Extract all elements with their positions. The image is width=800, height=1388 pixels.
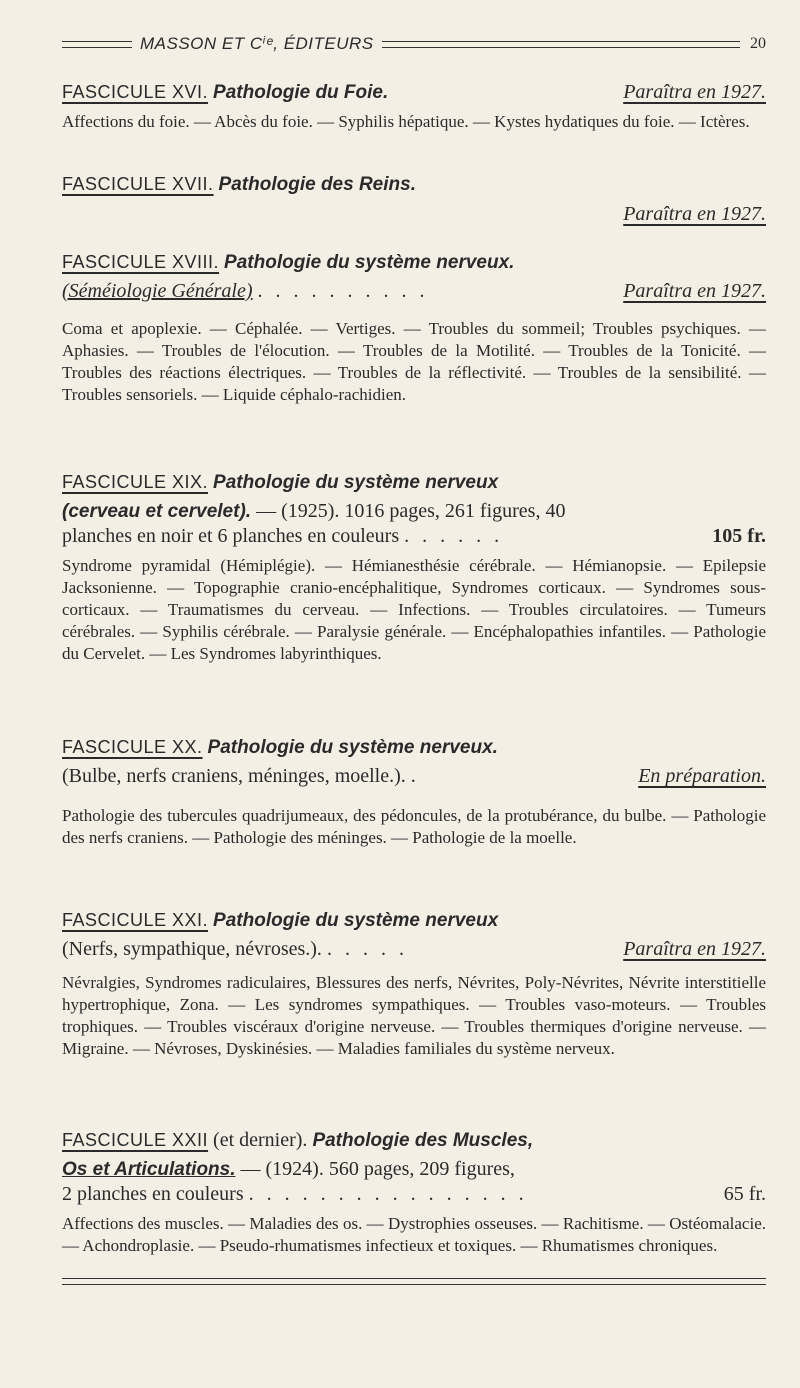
fascicule-number: FASCICULE XXII: [62, 1130, 209, 1150]
fascicule-contents: Coma et apoplexie. — Céphalée. — Vertiges. — Troubles du sommeil; Troubles psychiques. — Aphasies. — Troubles de l'élocution. — Troubles de la Motilité. — Troubles de la Tonicité. — Troubles des réactions électriques. — Troubles de la réflectivité. — Troubles de la sensibilité. — Troubles sensoriels. — Liquide céphalo-rachidien.: [62, 319, 766, 404]
fascicule-xviii: [62, 250, 766, 406]
fascicule-subtitle: (Séméiologie Générale): [62, 280, 253, 302]
fascicule-xvi: [62, 80, 766, 133]
fascicule-contents: Pathologie des tubercules quadrijumeaux, des pédoncules, de la protubérance, du bulbe. — Pathologie des nerfs craniens. — Pathologie des méninges. — Pathologie de la moelle.: [62, 806, 766, 847]
fascicule-title: Pathologie du système nerveux: [213, 472, 499, 493]
fascicule-number: FASCICULE XX.: [62, 737, 203, 757]
fascicule-contents: Syndrome pyramidal (Hémiplégie). — Hémianesthésie cérébrale. — Hémianopsie. — Epilepsie Jacksonienne. — Topographie cranio-encéphalitique, Syndromes corticaux. — Syndromes sous-corticaux. — Traumatismes du cerveau. — Infections. — Troubles circulatoires. — Tumeurs cérébrales. — Syphilis cérébrale. — Paralysie générale. — Encéphalopathies infantiles. — Pathologie du Cervelet. — Les Syndromes labyrinthiques.: [62, 556, 766, 663]
fascicule-title-line: [62, 80, 766, 105]
leader-dots: . . . . . . . . . . . . . . . .: [248, 1183, 528, 1205]
fascicule-title: Pathologie du Foie.: [213, 82, 389, 103]
fascicule-title: Pathologie du système nerveux.: [224, 252, 515, 273]
header-rule-left: [62, 41, 132, 48]
fascicule-price-line: [62, 1182, 766, 1207]
fascicule-number: FASCICULE XVI.: [62, 82, 209, 102]
fascicule-title: Pathologie du système nerveux: [213, 910, 499, 931]
fascicule-subtitle-line: [62, 764, 766, 789]
fascicule-subtitle: (Nerfs, sympathique, névroses.).: [62, 938, 322, 960]
fascicule-price: 105 fr.: [712, 525, 766, 547]
publisher: MASSON ET Cⁱᵉ, ÉDITEURS: [140, 34, 374, 53]
fascicule-status: En préparation.: [638, 765, 766, 787]
fascicule-subtitle-line: [62, 279, 766, 304]
fascicule-contents: Affections du foie. — Abcès du foie. — Syphilis hépatique. — Kystes hydatiques du foie. — Ictères.: [62, 112, 750, 131]
fascicule-xx: [62, 735, 766, 849]
header-rule-right: [382, 41, 740, 48]
leader-dots: .: [410, 765, 420, 787]
fascicule-title-line: [62, 250, 766, 275]
fascicule-number: FASCICULE XVIII.: [62, 252, 220, 272]
fascicule-title-line: [62, 908, 766, 933]
fascicule-number-suffix: (et dernier).: [213, 1129, 308, 1151]
fascicule-xix: [62, 470, 766, 665]
fascicule-xxii: [62, 1128, 766, 1257]
leader-dots: . . . . . . . . . .: [257, 280, 429, 302]
fascicule-subtitle: (Bulbe, nerfs craniens, méninges, moelle.).: [62, 765, 406, 787]
fascicule-details: — (1924). 560 pages, 209 figures,: [240, 1158, 515, 1180]
fascicule-status: Paraîtra en 1927.: [623, 81, 766, 103]
leader-dots: . . . . . .: [404, 525, 504, 547]
fascicule-title: Pathologie des Reins.: [218, 174, 416, 195]
fascicule-xvii: [62, 172, 766, 226]
fascicule-status: Paraîtra en 1927.: [623, 938, 766, 960]
fascicule-details-continued: planches en noir et 6 planches en couleurs: [62, 525, 400, 547]
fascicule-subtitle: (cerveau et cervelet).: [62, 501, 252, 522]
fascicule-title-line: [62, 1128, 766, 1153]
fascicule-details-continued: 2 planches en couleurs: [62, 1183, 244, 1205]
fascicule-details-line: [62, 499, 766, 524]
fascicule-number: FASCICULE XIX.: [62, 472, 209, 492]
fascicule-subtitle: Os et Articulations.: [62, 1159, 236, 1180]
fascicule-title-line: [62, 735, 766, 760]
fascicule-number: FASCICULE XVII.: [62, 174, 214, 194]
fascicule-status-line: [62, 203, 766, 226]
fascicule-title: Pathologie des Muscles,: [312, 1130, 534, 1151]
fascicule-status: Paraîtra en 1927.: [623, 280, 766, 302]
fascicule-number: FASCICULE XXI.: [62, 910, 209, 930]
fascicule-details-line: [62, 1157, 766, 1182]
fascicule-xxi: [62, 908, 766, 1060]
fascicule-status: Paraîtra en 1927.: [623, 203, 766, 225]
fascicule-price: 65 fr.: [723, 1183, 766, 1205]
fascicule-title-line: [62, 470, 766, 495]
fascicule-details: — (1925). 1016 pages, 261 figures, 40: [256, 500, 566, 522]
fascicule-contents: Névralgies, Syndromes radiculaires, Blessures des nerfs, Névrites, Poly-Névrites, Névrite interstitielle hypertrophique, Zona. — Les syndromes sympathiques. — Troubles vaso-moteurs. — Troubles trophiques. — Troubles viscéraux d'origine nerveuse. — Troubles thermiques d'origine nerveuse. — Migraine. — Névroses, Dyskinésies. — Maladies familiales du système nerveux.: [62, 973, 766, 1058]
bottom-rule: [62, 1278, 766, 1285]
page-number: 20: [750, 35, 766, 52]
page-header: [62, 30, 766, 58]
fascicule-title: Pathologie du système nerveux.: [207, 737, 498, 758]
leader-dots: . . . . .: [326, 938, 408, 960]
fascicule-price-line: [62, 524, 766, 549]
fascicule-subtitle-line: [62, 937, 766, 962]
fascicule-contents: Affections des muscles. — Maladies des os. — Dystrophies osseuses. — Rachitisme. — Ostéomalacie. — Achondroplasie. — Pseudo-rhumatismes infectieux et toxiques. — Rhumatismes chroniques.: [62, 1214, 766, 1255]
fascicule-title-line: [62, 172, 766, 197]
